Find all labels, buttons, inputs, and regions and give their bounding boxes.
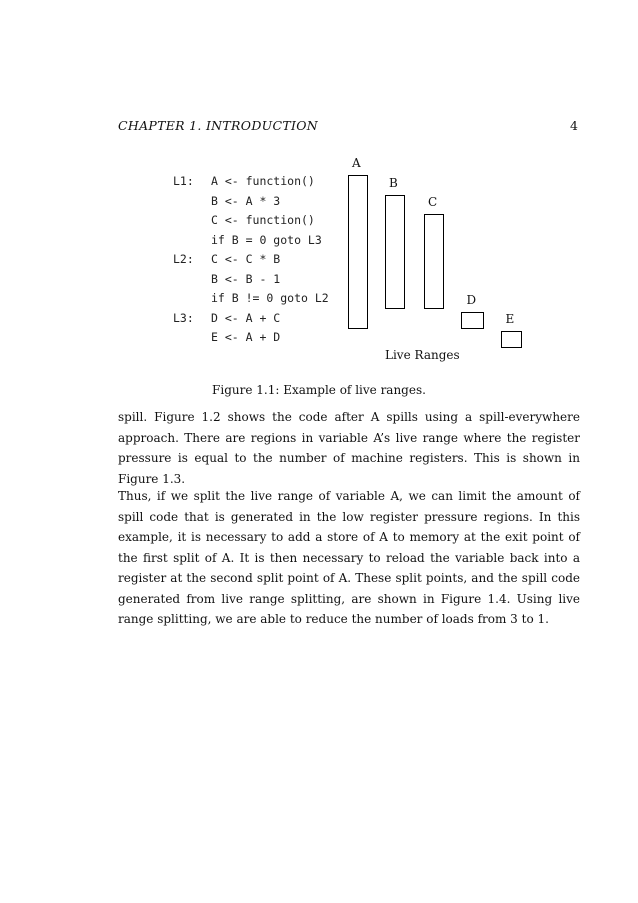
live-range-label: D (466, 292, 477, 307)
code-line: A <- function() (211, 174, 315, 188)
code-line: C <- C * B (211, 252, 281, 266)
live-ranges-title: Live Ranges (385, 348, 460, 362)
code-line: B <- B - 1 (211, 271, 281, 286)
live-range-label: B (389, 175, 398, 190)
code-line: B <- A * 3 (211, 193, 281, 208)
live-range-bar-e (501, 331, 522, 348)
live-range-label: A (352, 156, 361, 170)
live-range-bar-a (348, 175, 368, 329)
code-line: C <- function() (211, 213, 315, 227)
code-label: L2: (173, 252, 194, 266)
code-line: if B = 0 goto L3 (211, 232, 322, 247)
paragraph-1: spill. Figure 1.2 shows the code after A spills using a spill-everywhere approach. There are regions in variable A’s live range where the register pressure is equal to the number of machine registers. This is shown in Figure 1.3. (118, 410, 580, 486)
live-range-bar-d (461, 312, 484, 329)
code-line: if B != 0 goto L2 (211, 291, 329, 305)
code-line: E <- A + D (211, 330, 281, 344)
code-line: D <- A + C (211, 310, 281, 325)
live-range-label: E (505, 312, 515, 326)
chapter-title: CHAPTER 1. INTRODUCTION (118, 118, 319, 133)
live-range-bar-c (424, 214, 444, 309)
live-range-label: C (428, 195, 438, 209)
live-range-bar-b (385, 195, 405, 310)
page-header (118, 118, 580, 133)
paragraph-2: Thus, if we split the live range of variable A, we can limit the amount of spill code that is generated in the low register pressure regions. In this example, it is necessary to add a store of A to memory at the exit point of the first split of A. It is then necessary to reload the variable back into a register at the second split point of A. These split points, and the spill code generated from live range splitting, are shown in Figure 1.4. Using live range splitting, we are able to reduce the number of loads from 3 to 1. (118, 489, 580, 626)
figure-caption: Figure 1.1: Example of live ranges. (212, 383, 426, 397)
page-number: 4 (570, 118, 578, 133)
code-label: L3: (173, 310, 194, 325)
code-label: L1: (173, 174, 194, 188)
